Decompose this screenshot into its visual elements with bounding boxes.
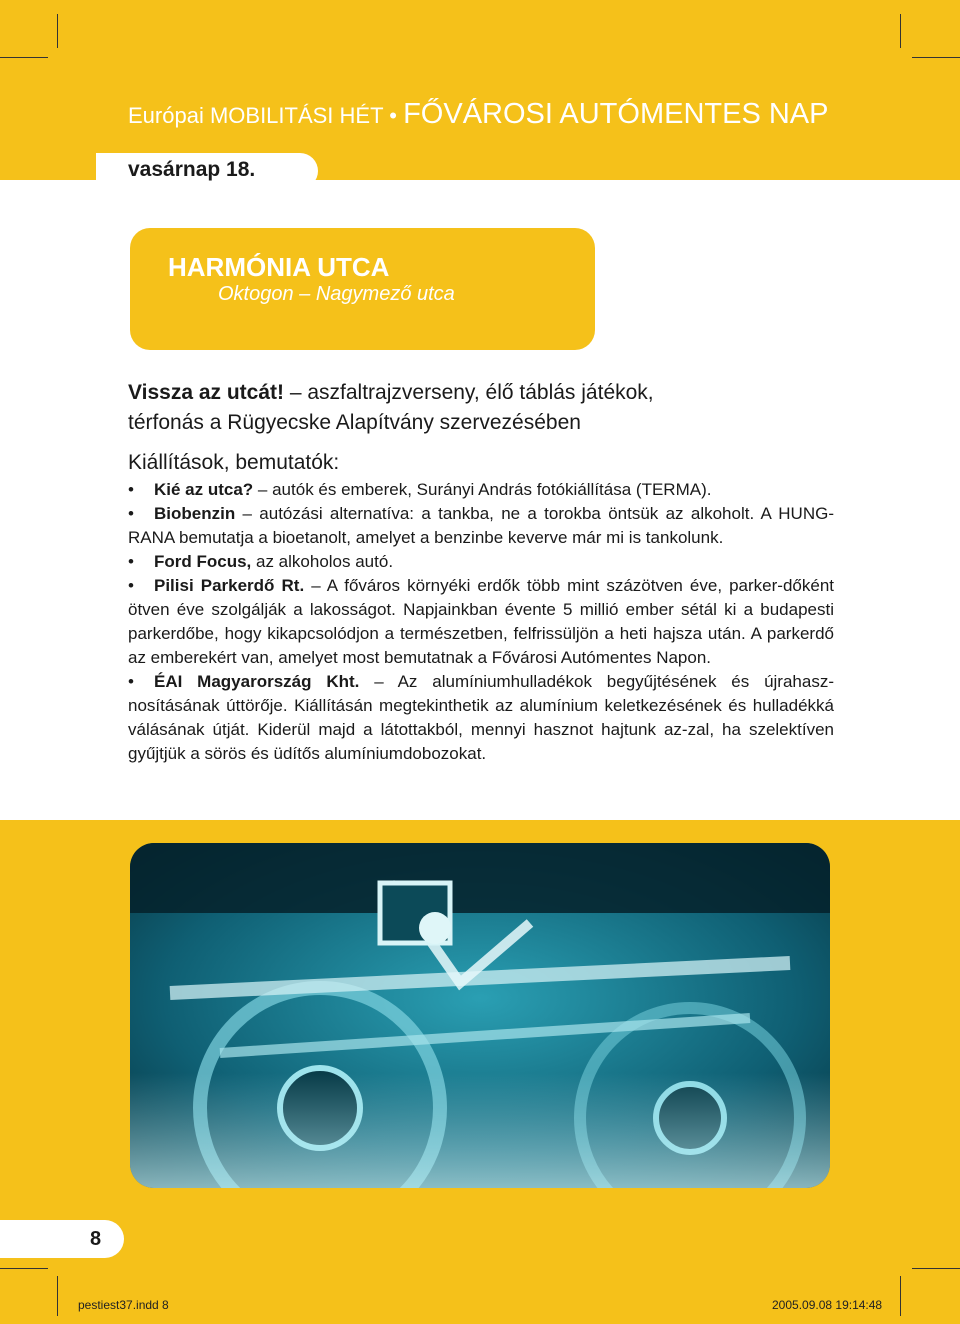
intro-rest: – aszfaltrajzverseny, élő táblás játékok, [284,381,654,404]
crop-mark [912,57,960,58]
list-item: • Pilisi Parkerdő Rt. – A főváros környéki erdők több mint százötven éve, parker-dőként ötven éve szolgálják a lakosságot. Napjainkban évente 5 millió ember sétál ki a budapesti parkerdőbe, hogy kikapcsolódjon a természetben, felfrissüljön a heti hajsza után. A parkerdő az emberekért van, amelyet most bemutatnak a Fővárosi Autómentes Napon. [128,576,834,667]
intro-line2: térfonás a Rügyecske Alapítvány szervezésében [128,411,581,434]
list-item: • ÉAI Magyarország Kht. – Az alumíniumhulladékok begyűjtésének és újrahasz-nosításának úttörője. Kiállításán megtekinthetik az alumínium keletkezésének és hulladékká válásának útját. Kiderül majd a látottakból, mennyi hasznot hajtunk az-zal, ha szelektíven gyűjtjük a sörös és üdítős alumíniumdobozokat. [128,672,834,763]
header-title [128,98,828,131]
header-part: Európai [128,103,210,128]
page-number: 8 [90,1228,102,1250]
crop-mark [900,14,901,48]
list-item: • Ford Focus, az alkoholos autó. [128,552,394,571]
main-content [128,378,834,766]
header-part: FŐVÁROSI AUTÓMENTES NAP [403,98,829,130]
locomotive-wheels-photo [130,843,830,1188]
crop-mark [57,14,58,48]
intro-bold: Vissza az utcát! [128,381,285,404]
street-subtitle: Oktogon – Nagymező utca [218,283,455,305]
intro [128,378,834,438]
slug-file: pestiest37.indd 8 [78,1298,169,1312]
list-item: • Biobenzin – autózási alternatíva: a tankba, ne a torokba öntsük az alkoholt. A HUNG-RANA bemutatja a bioetanolt, amelyet a benzinbe keverve már mi is tankolunk. [128,504,834,547]
crop-mark [57,1276,58,1316]
crop-mark [912,1268,960,1269]
crop-mark [0,57,48,58]
crop-mark [0,1268,48,1269]
header-part: • [383,103,404,128]
page-number-pill [0,1220,124,1258]
event-date: vasárnap 18. [128,158,256,181]
section-title: Kiállítások, bemutatók: [128,451,340,474]
photo-illustration [130,843,830,1188]
crop-mark [900,1276,901,1316]
header-part: MOBILITÁSI HÉT [209,103,384,128]
slug-timestamp: 2005.09.08 19:14:48 [772,1298,883,1312]
street-name: HARMÓNIA UTCA [168,252,390,282]
list-item: • Kié az utca? – autók és emberek, Surányi András fotókiállítása (TERMA). [128,480,712,499]
